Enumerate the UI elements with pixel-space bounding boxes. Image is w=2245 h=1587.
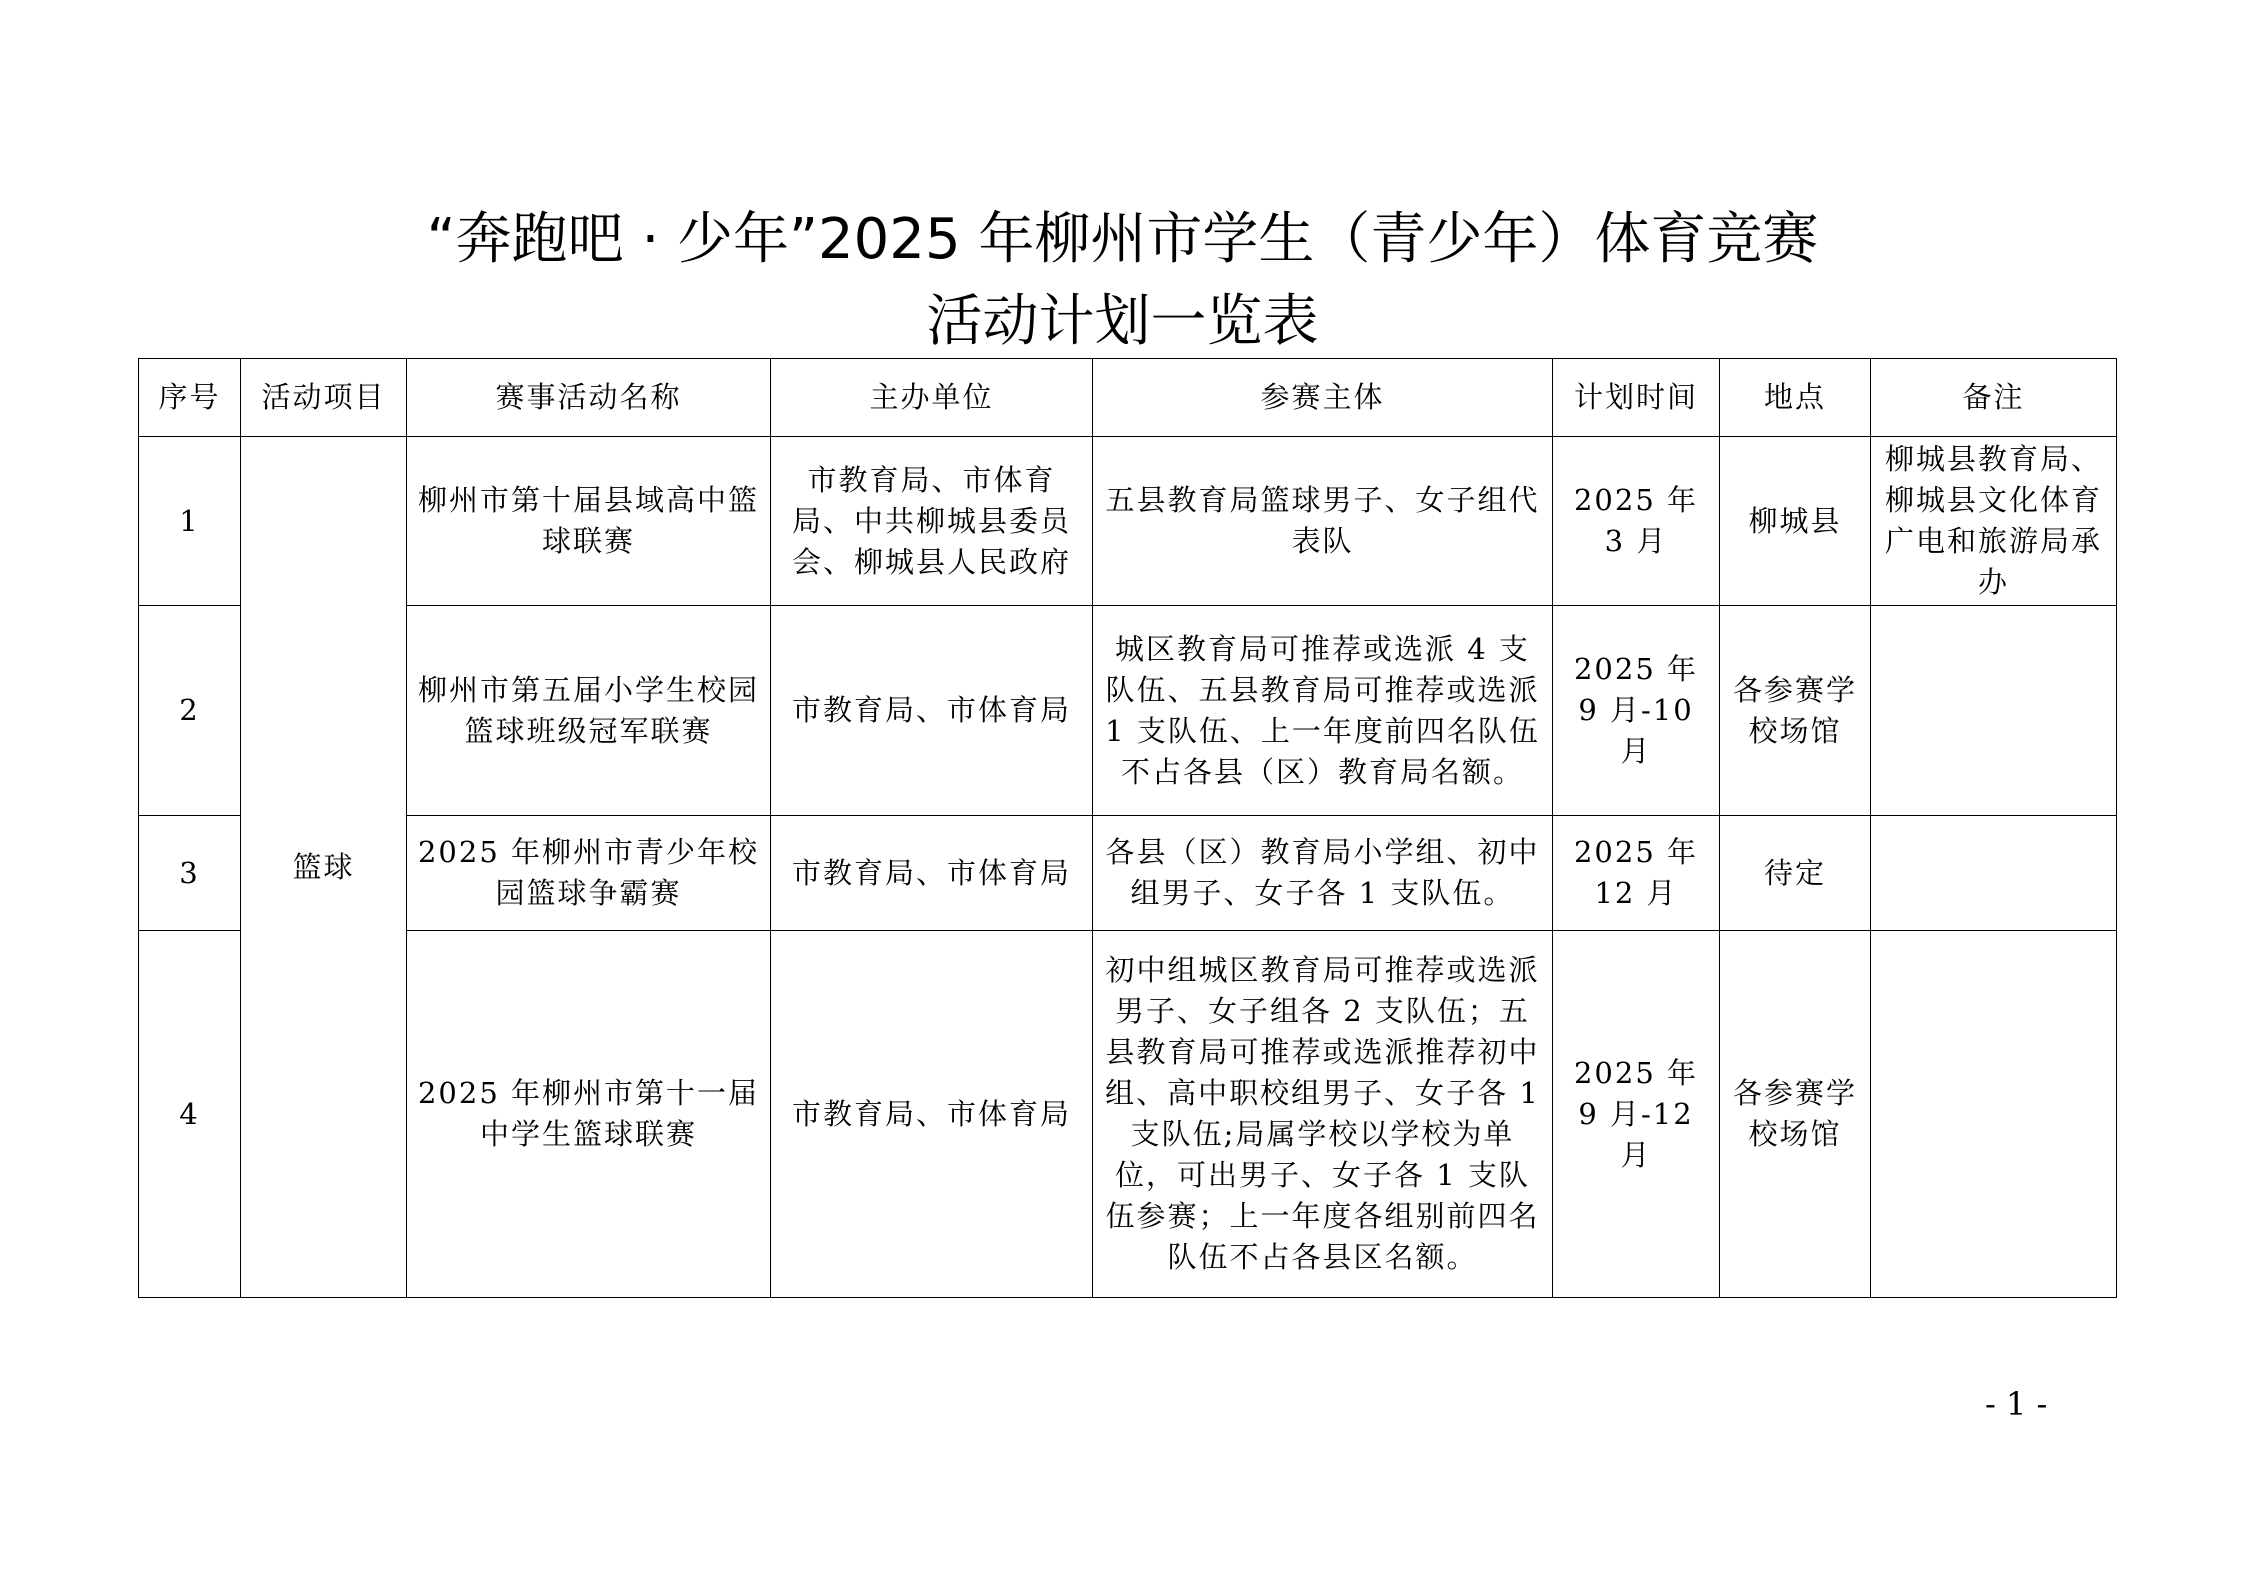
cell-time: 2025 年 9 月-12 月 — [1553, 931, 1720, 1298]
document-title: “奔跑吧 · 少年”2025 年柳州市学生（青少年）体育竞赛 — [426, 207, 1819, 272]
header-time: 计划时间 — [1553, 359, 1720, 437]
activity-plan-table — [138, 358, 2117, 1298]
table-row — [139, 931, 2117, 1298]
table-header-row — [139, 359, 2117, 437]
header-sport: 活动项目 — [241, 359, 407, 437]
cell-no: 3 — [139, 816, 241, 931]
header-place: 地点 — [1720, 359, 1871, 437]
cell-no: 2 — [139, 606, 241, 816]
cell-place: 柳城县 — [1720, 437, 1871, 606]
cell-time: 2025 年 9 月-10 月 — [1553, 606, 1720, 816]
cell-event-name: 2025 年柳州市青少年校园篮球争霸赛 — [407, 816, 771, 931]
cell-remark — [1871, 931, 2117, 1298]
cell-organizer: 市教育局、市体育局 — [771, 816, 1093, 931]
table-row — [139, 437, 2117, 606]
cell-organizer: 市教育局、市体育局、中共柳城县委员会、柳城县人民政府 — [771, 437, 1093, 606]
table-row — [139, 816, 2117, 931]
header-no: 序号 — [139, 359, 241, 437]
page-number: - 1 - — [1985, 1385, 2048, 1423]
cell-participants: 初中组城区教育局可推荐或选派男子、女子组各 2 支队伍；五县教育局可推荐或选派推荐初中组、高中职校组男子、女子各 1 支队伍;局属学校以学校为单位，可出男子、女子各 1 支队伍参赛；上一年度各组别前四名队伍不占各县区名额。 — [1093, 931, 1553, 1298]
cell-participants: 各县（区）教育局小学组、初中组男子、女子各 1 支队伍。 — [1093, 816, 1553, 931]
header-participants: 参赛主体 — [1093, 359, 1553, 437]
cell-no: 4 — [139, 931, 241, 1298]
cell-time: 2025 年 3 月 — [1553, 437, 1720, 606]
cell-event-name: 2025 年柳州市第十一届中学生篮球联赛 — [407, 931, 771, 1298]
table-row — [139, 606, 2117, 816]
cell-remark: 柳城县教育局、柳城县文化体育广电和旅游局承办 — [1871, 437, 2117, 606]
cell-event-name: 柳州市第十届县域高中篮球联赛 — [407, 437, 771, 606]
cell-no: 1 — [139, 437, 241, 606]
document-subtitle: 活动计划一览表 — [926, 289, 1319, 354]
cell-remark — [1871, 816, 2117, 931]
cell-organizer: 市教育局、市体育局 — [771, 606, 1093, 816]
header-event-name: 赛事活动名称 — [407, 359, 771, 437]
cell-place: 各参赛学校场馆 — [1720, 931, 1871, 1298]
cell-sport: 篮球 — [241, 437, 407, 1298]
cell-event-name: 柳州市第五届小学生校园篮球班级冠军联赛 — [407, 606, 771, 816]
cell-place: 各参赛学校场馆 — [1720, 606, 1871, 816]
cell-place: 待定 — [1720, 816, 1871, 931]
cell-organizer: 市教育局、市体育局 — [771, 931, 1093, 1298]
header-remark: 备注 — [1871, 359, 2117, 437]
cell-participants: 城区教育局可推荐或选派 4 支队伍、五县教育局可推荐或选派 1 支队伍、上一年度前四名队伍不占各县（区）教育局名额。 — [1093, 606, 1553, 816]
cell-remark — [1871, 606, 2117, 816]
cell-participants: 五县教育局篮球男子、女子组代表队 — [1093, 437, 1553, 606]
cell-time: 2025 年 12 月 — [1553, 816, 1720, 931]
header-organizer: 主办单位 — [771, 359, 1093, 437]
